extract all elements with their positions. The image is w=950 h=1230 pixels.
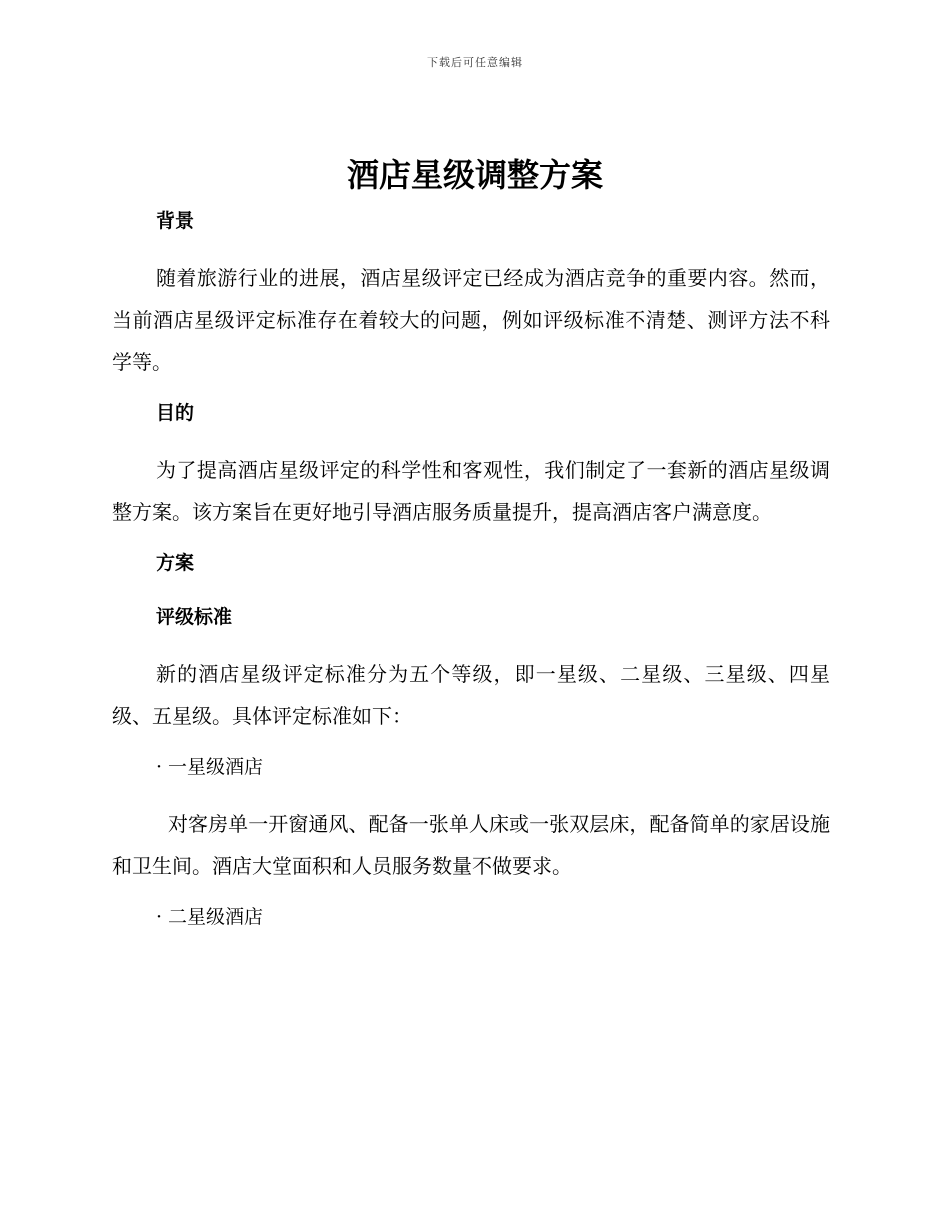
bullet-one-star [112, 749, 830, 785]
paragraph-one-star: 对客房单一开窗通风、配备一张单人床或一张双层床，配备简单的家居设施和卫生间。酒店大堂面积和人员服务数量不做要求。 [112, 812, 830, 878]
heading-plan: 方案 [156, 552, 195, 574]
heading-background: 背景 [156, 210, 195, 232]
document-body [112, 203, 830, 953]
paragraph-background: 随着旅游行业的进展，酒店星级评定已经成为酒店竞争的重要内容。然而，当前酒店星级评定标准存在着较大的问题，例如评级标准不清楚、测评方法不科学等。 [112, 266, 830, 374]
heading-criteria: 评级标准 [156, 606, 233, 628]
bullet-dot: · [156, 756, 163, 778]
heading-purpose: 目的 [156, 402, 195, 424]
header-note: 下载后可任意编辑 [427, 56, 523, 69]
bullet-two-star [112, 899, 830, 935]
paragraph-purpose: 为了提高酒店星级评定的科学性和客观性，我们制定了一套新的酒店星级调整方案。该方案旨在更好地引导酒店服务质量提升，提高酒店客户满意度。 [112, 458, 830, 524]
bullet-dot: · [156, 906, 163, 928]
bullet-two-star-label: 二星级酒店 [168, 906, 264, 928]
document-title: 酒店星级调整方案 [346, 156, 603, 194]
bullet-one-star-label: 一星级酒店 [168, 756, 264, 778]
paragraph-criteria: 新的酒店星级评定标准分为五个等级，即一星级、二星级、三星级、四星级、五星级。具体评定标准如下： [112, 662, 830, 728]
